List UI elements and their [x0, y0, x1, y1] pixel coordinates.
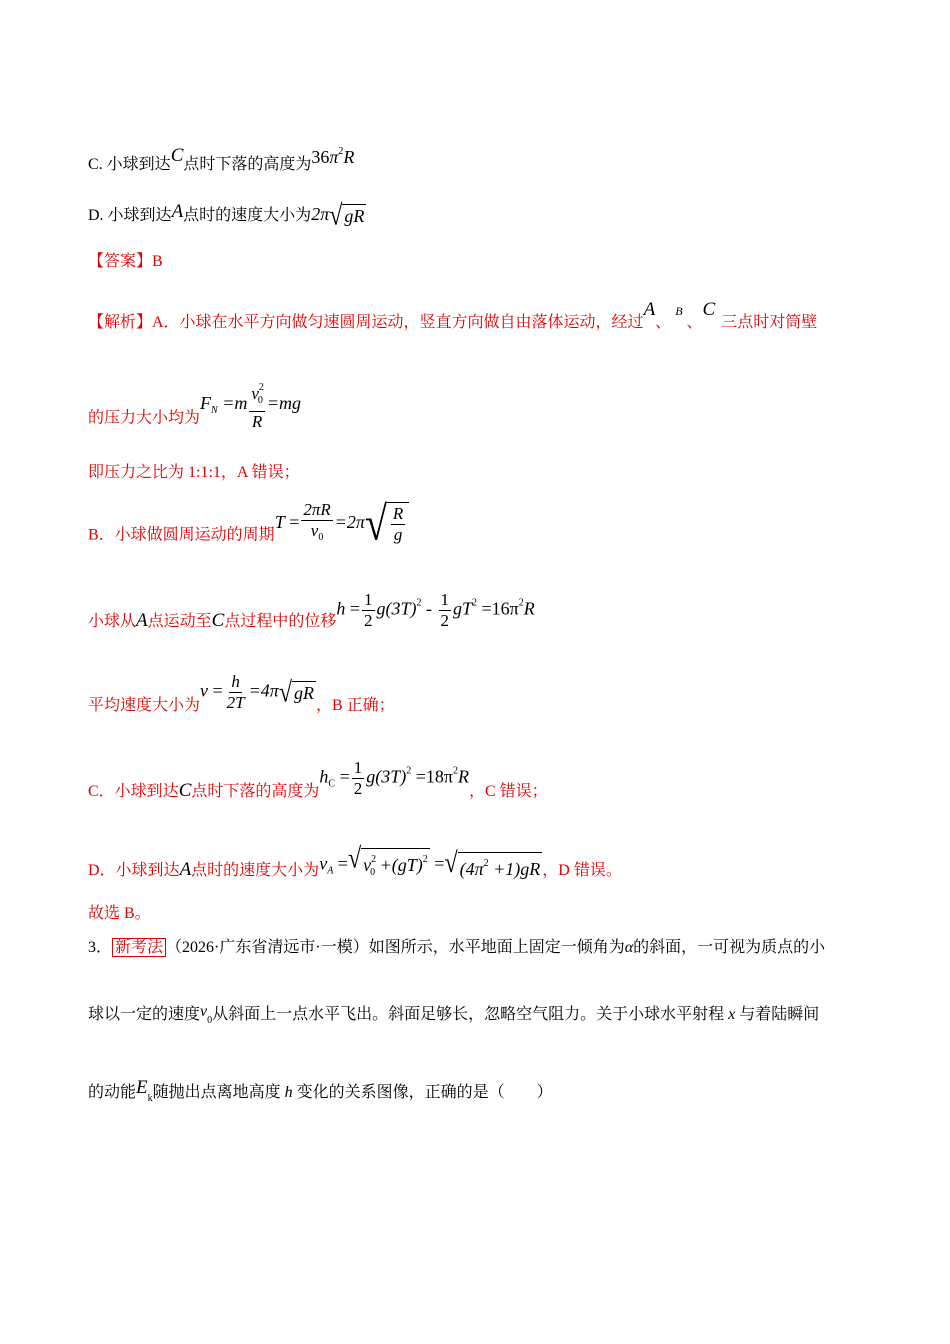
answer-line [88, 252, 163, 272]
symbol-v0-subscript: 0 [207, 1015, 213, 1026]
point-c: C [702, 299, 716, 320]
analysis-text: 点时的速度大小为 [191, 862, 320, 880]
symbol-x: x [728, 1006, 736, 1023]
question-text: 的斜面，一可视为质点的小 [633, 939, 826, 956]
question-text: （2026·广东省清远市·一模）如图所示，水平地面上固定一倾角为 [166, 939, 625, 956]
point-a: A [179, 859, 192, 881]
question-number: 3． [88, 939, 113, 956]
analysis-conclusion: 故选 B。 [88, 905, 151, 922]
analysis-text: 点运动至 [147, 613, 212, 631]
question-text: 的动能 [88, 1084, 137, 1101]
answer-text: 【答案】B [88, 253, 163, 270]
analysis-line-9 [88, 904, 151, 924]
analysis-text: D．小球到达 [88, 862, 180, 880]
option-c-text: 点时下落的高度为 [183, 156, 312, 173]
option-d-text: 点时的速度大小为 [183, 207, 312, 224]
option-d [88, 200, 366, 232]
analysis-text: C．小球到达 [88, 783, 179, 801]
analysis-text: ，C 错误； [468, 783, 548, 801]
option-c [88, 142, 354, 175]
symbol-v0: v [200, 1003, 208, 1020]
analysis-line-1 [88, 300, 817, 333]
point-a: A [643, 299, 656, 320]
question-3-line-2 [88, 1002, 819, 1031]
formula-period: T = $\frac{2\pi R}{v_0}$ =2π √ $\frac{R}{g}$ [275, 500, 410, 548]
option-c-label: C. 小球到达 [88, 156, 171, 173]
question-text: 变化的关系图像，正确的是（ ） [296, 1084, 553, 1101]
point-a: A [136, 610, 148, 632]
analysis-line-2 [88, 378, 301, 432]
symbol-ek: E [136, 1077, 148, 1098]
question-3-line-3 [88, 1078, 553, 1109]
symbol-h: h [284, 1084, 293, 1101]
point-c: C [211, 610, 225, 632]
analysis-text: ，D 错误。 [542, 862, 622, 880]
question-tag: 新考法 [112, 938, 166, 957]
point-b: B [675, 304, 683, 318]
point-c: C [170, 145, 184, 166]
formula-normal-force: $F_N =m$ $\frac{v^2_0}{R}$ =mg [200, 378, 301, 432]
analysis-line-5 [88, 590, 535, 632]
analysis-text: 的压力大小均为 [88, 409, 201, 427]
question-3-line-1 [88, 938, 825, 958]
option-d-label: D. 小球到达 [88, 207, 172, 224]
question-text: 随抛出点离地高度 [152, 1084, 281, 1101]
analysis-line-6 [88, 672, 395, 716]
analysis-text: ，B 正确； [315, 697, 395, 715]
analysis-text: 点过程中的位移 [224, 613, 337, 631]
option-d-formula: 2π √ gR [311, 200, 365, 232]
analysis-tail: 三点时对筒壁 [721, 314, 818, 331]
symbol-ek-subscript: k [147, 1093, 153, 1104]
analysis-text: 小球从 [88, 613, 137, 631]
formula-height-c: $h_C$ = $\frac{1}{2}$ $g(3T)^2 =18\pi^2R$ [319, 758, 469, 798]
analysis-line-8 [88, 843, 622, 883]
question-text: 从斜面上一点水平飞出。斜面足够长，忽略空气阻力。关于小球水平射程 [212, 1006, 725, 1023]
symbol-alpha: α [624, 939, 634, 956]
question-text: 与着陆瞬间 [739, 1006, 820, 1023]
analysis-lead: 【解析】A．小球在水平方向做匀速圆周运动，竖直方向做自由落体运动，经过 [88, 314, 644, 331]
point-a: A [171, 201, 184, 222]
analysis-line-7 [88, 758, 548, 802]
analysis-text: 即压力之比为 1:1:1，A 错误； [88, 464, 300, 481]
option-c-formula: $36\pi^2R$ [311, 146, 355, 167]
point-c: C [178, 780, 192, 802]
separator: 、 [655, 314, 672, 331]
formula-displacement: h = $\frac{1}{2}$ $g(3T)^2$ - $\frac{1}{2}$ $gT^2 =16\pi^2R$ [336, 590, 535, 630]
analysis-text: 平均速度大小为 [88, 697, 201, 715]
formula-average-velocity: v = $\frac{h}{2T}$ =4π √ gR [200, 672, 314, 712]
analysis-text: B．小球做圆周运动的周期 [88, 526, 275, 544]
formula-velocity-a: $v_A$ = √ $v^2_0 +(gT)^2$ = √ $(4\pi^2 +1)gR$ [319, 848, 542, 883]
analysis-text: 点时下落的高度为 [191, 783, 320, 801]
separator: 、 [686, 314, 703, 331]
analysis-line-3 [88, 463, 300, 483]
question-text: 球以一定的速度 [88, 1006, 201, 1023]
analysis-line-4 [88, 496, 409, 551]
